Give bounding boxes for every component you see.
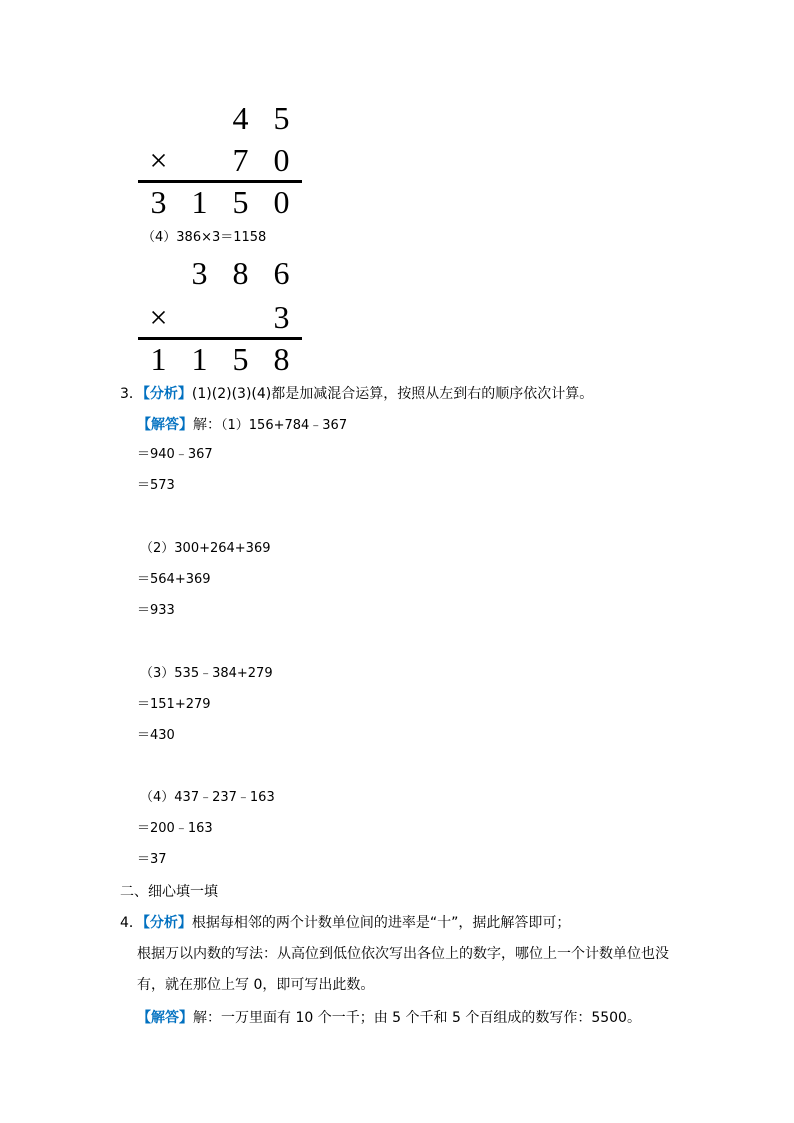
analysis-text: 有，就在那位上写 0，即可写出此数。 [137,977,375,993]
q3-analysis [120,385,593,403]
equation-line: （2）300+264+369 [140,541,271,556]
digit: 5 [273,100,290,136]
times-sign: × [149,299,168,335]
result-row [138,339,302,379]
digit: 6 [273,255,290,291]
equation-line: ＝430 [137,728,175,743]
question-number: 4． [120,915,143,931]
q4-answer [137,1009,641,1027]
digit: 0 [273,142,290,178]
analysis-text: (1)(2)(3)(4)都是加减混合运算，按照从左到右的顺序依次计算。 [191,386,594,402]
step-4-label: （4）386×3＝1158 [142,230,267,245]
digit: 3 [191,255,208,291]
q3-answer-header [137,416,347,434]
answer-text: 解：一万里面有 10 个一千；由 5 个千和 5 个百组成的数写作：5500。 [193,1010,641,1026]
equation-line: ＝573 [137,478,175,493]
multiplicand-row [138,98,302,138]
equation-line: （3）535﹣384+279 [140,666,273,681]
answer-tag: 【解答】 [137,417,193,433]
analysis-tag: 【分析】 [142,915,192,931]
digit: 4 [232,100,249,136]
digit: 8 [273,341,290,377]
answer-tag: 【解答】 [137,1010,193,1026]
digit: 3 [273,299,290,335]
equation-line: ＝564+369 [137,572,211,587]
digit: 8 [232,255,249,291]
digit: 0 [273,184,290,220]
multiplier-row [138,140,302,180]
section-heading: 二、细心填一填 [120,884,218,900]
analysis-tag: 【分析】 [142,386,192,402]
answer-prefix: 解： [193,417,221,433]
equation-line: ＝151+279 [137,697,211,712]
digit: 7 [232,142,249,178]
equation-line: ＝200﹣163 [137,821,213,836]
equation-line: ＝933 [137,603,175,618]
multiplicand-row [138,253,302,293]
times-sign: × [149,142,168,178]
multiplier-row [138,297,302,337]
vertical-multiplication-1 [138,98,302,226]
result-row [138,182,302,222]
digit: 1 [191,184,208,220]
analysis-text: 根据每相邻的两个计数单位间的进率是“十”，据此解答即可； [191,915,571,931]
equation-line: （4）437﹣237﹣163 [140,790,275,805]
digit: 3 [150,184,167,220]
digit: 1 [191,341,208,377]
digit: 5 [232,184,249,220]
vertical-multiplication-2 [138,253,302,377]
q4-analysis [120,914,570,932]
equation-line: ＝37 [137,852,167,867]
analysis-text: 根据万以内数的写法：从高位到低位依次写出各位上的数字，哪位上一个计数单位也没 [137,946,669,962]
question-number: 3． [120,386,143,402]
digit: 5 [232,341,249,377]
equation-line: ＝940﹣367 [137,447,213,462]
equation-line: （1）156+784﹣367 [221,418,348,433]
digit: 1 [150,341,167,377]
